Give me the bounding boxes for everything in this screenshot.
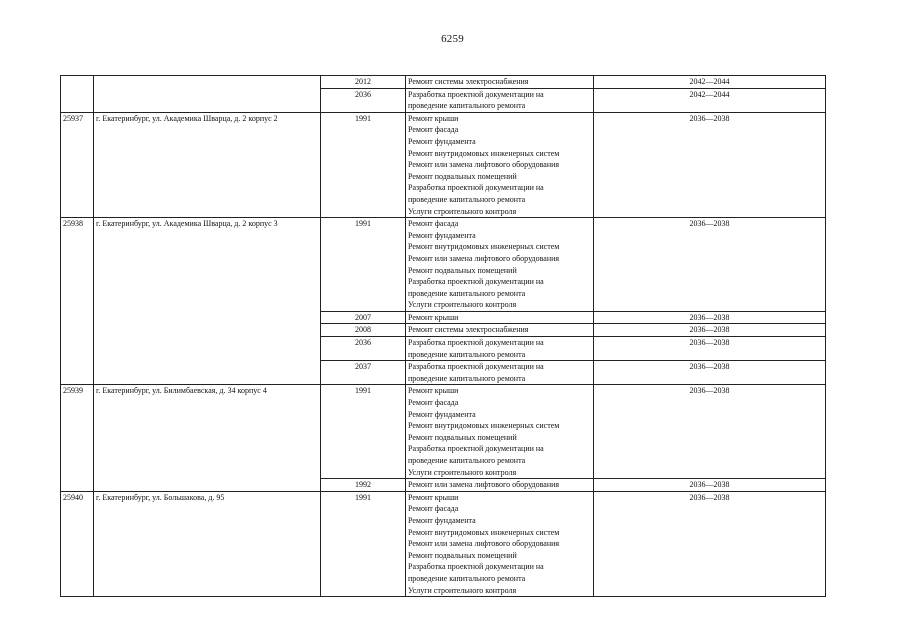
year-cell: 1991 <box>321 112 406 217</box>
work-type-cell <box>406 218 594 312</box>
work-item: проведение капитального ремонта <box>408 573 526 583</box>
work-item: Ремонт или замена лифтового оборудования <box>408 160 560 170</box>
planned-period-cell: 2042—2044 <box>594 88 826 112</box>
address-cell: г. Екатеринбург, ул. Академика Шварца, д. 2 корпус 3 <box>94 218 321 385</box>
building-number-cell: 25937 <box>61 112 94 217</box>
work-item: Ремонт внутридомовых инженерных систем <box>408 527 560 537</box>
work-item: Ремонт подвальных помещений <box>408 265 517 275</box>
work-item: Услуги строительного контроля <box>408 585 517 595</box>
work-item: Ремонт фундамента <box>408 515 476 525</box>
work-item: Разработка проектной документации на <box>408 362 544 372</box>
work-type-cell <box>406 337 594 361</box>
work-item: Ремонт подвальных помещений <box>408 171 517 181</box>
planned-period-cell: 2036—2038 <box>594 337 826 361</box>
work-item: Разработка проектной документации на <box>408 89 544 99</box>
address-cell: г. Екатеринбург, ул. Академика Шварца, д. 2 корпус 2 <box>94 112 321 217</box>
work-item: Ремонт системы электроснабжения <box>408 325 529 335</box>
work-item: Ремонт подвальных помещений <box>408 432 517 442</box>
work-item: проведение капитального ремонта <box>408 194 526 204</box>
building-number-cell: 25939 <box>61 385 94 491</box>
work-type-cell <box>406 88 594 112</box>
address-cell: г. Екатеринбург, ул. Билимбаевская, д. 34 корпус 4 <box>94 385 321 491</box>
table-row <box>61 112 826 217</box>
work-type-cell <box>406 491 594 596</box>
work-item: Услуги строительного контроля <box>408 206 517 216</box>
building-number-cell: 25940 <box>61 491 94 596</box>
work-item: Разработка проектной документации на <box>408 338 544 348</box>
year-cell: 2036 <box>321 88 406 112</box>
work-item: Ремонт крыши <box>408 492 459 502</box>
planned-period-cell: 2036—2038 <box>594 218 826 312</box>
work-item: Ремонт крыши <box>408 386 459 396</box>
work-item: Ремонт внутридомовых инженерных систем <box>408 242 560 252</box>
work-item: проведение капитального ремонта <box>408 101 526 111</box>
table-row <box>61 491 826 596</box>
work-item: Ремонт подвальных помещений <box>408 550 517 560</box>
work-item: Ремонт или замена лифтового оборудования <box>408 253 560 263</box>
table-row <box>61 385 826 479</box>
year-cell: 1991 <box>321 218 406 312</box>
work-item: Ремонт внутридомовых инженерных систем <box>408 421 560 431</box>
planned-period-cell: 2036—2038 <box>594 311 826 324</box>
work-item: Ремонт крыши <box>408 113 459 123</box>
work-item: Ремонт фасада <box>408 219 459 229</box>
capital-repair-table <box>60 75 826 597</box>
work-item: Ремонт фундамента <box>408 230 476 240</box>
work-item: Разработка проектной документации на <box>408 562 544 572</box>
work-type-cell <box>406 361 594 385</box>
page-number: 6259 <box>441 33 464 45</box>
work-item: Ремонт фасада <box>408 504 459 514</box>
work-item: Ремонт фундамента <box>408 136 476 146</box>
year-cell: 2036 <box>321 337 406 361</box>
work-item: Ремонт фундамента <box>408 409 476 419</box>
planned-period-cell: 2036—2038 <box>594 324 826 337</box>
building-number-cell: 25938 <box>61 218 94 385</box>
year-cell: 2012 <box>321 76 406 89</box>
work-type-cell <box>406 479 594 492</box>
work-type-cell <box>406 311 594 324</box>
year-cell: 1991 <box>321 385 406 479</box>
year-cell: 2007 <box>321 311 406 324</box>
work-item: проведение капитального ремонта <box>408 288 526 298</box>
work-item: Разработка проектной документации на <box>408 277 544 287</box>
table-body <box>61 76 826 597</box>
year-cell: 2008 <box>321 324 406 337</box>
work-type-cell <box>406 324 594 337</box>
work-item: проведение капитального ремонта <box>408 373 526 383</box>
work-type-cell <box>406 385 594 479</box>
work-item: Ремонт или замена лифтового оборудования <box>408 480 560 490</box>
year-cell: 1991 <box>321 491 406 596</box>
work-type-cell <box>406 112 594 217</box>
table-row <box>61 76 826 89</box>
planned-period-cell: 2036—2038 <box>594 479 826 492</box>
work-item: проведение капитального ремонта <box>408 349 526 359</box>
work-type-cell <box>406 76 594 89</box>
building-number-cell <box>61 76 94 113</box>
work-item: Услуги строительного контроля <box>408 300 517 310</box>
planned-period-cell: 2036—2038 <box>594 361 826 385</box>
planned-period-cell: 2036—2038 <box>594 112 826 217</box>
planned-period-cell: 2036—2038 <box>594 491 826 596</box>
work-item: Ремонт фасада <box>408 125 459 135</box>
table-row <box>61 218 826 312</box>
address-cell: г. Екатеринбург, ул. Большакова, д. 95 <box>94 491 321 596</box>
work-item: Ремонт внутридомовых инженерных систем <box>408 148 560 158</box>
work-item: Ремонт крыши <box>408 312 459 322</box>
work-item: Услуги строительного контроля <box>408 467 517 477</box>
planned-period-cell: 2042—2044 <box>594 76 826 89</box>
work-item: Разработка проектной документации на <box>408 183 544 193</box>
work-item: Ремонт системы электроснабжения <box>408 77 529 86</box>
year-cell: 1992 <box>321 479 406 492</box>
work-item: Ремонт или замена лифтового оборудования <box>408 539 560 549</box>
work-item: Ремонт фасада <box>408 398 459 408</box>
planned-period-cell: 2036—2038 <box>594 385 826 479</box>
address-cell <box>94 76 321 113</box>
work-item: Разработка проектной документации на <box>408 444 544 454</box>
year-cell: 2037 <box>321 361 406 385</box>
work-item: проведение капитального ремонта <box>408 456 526 465</box>
